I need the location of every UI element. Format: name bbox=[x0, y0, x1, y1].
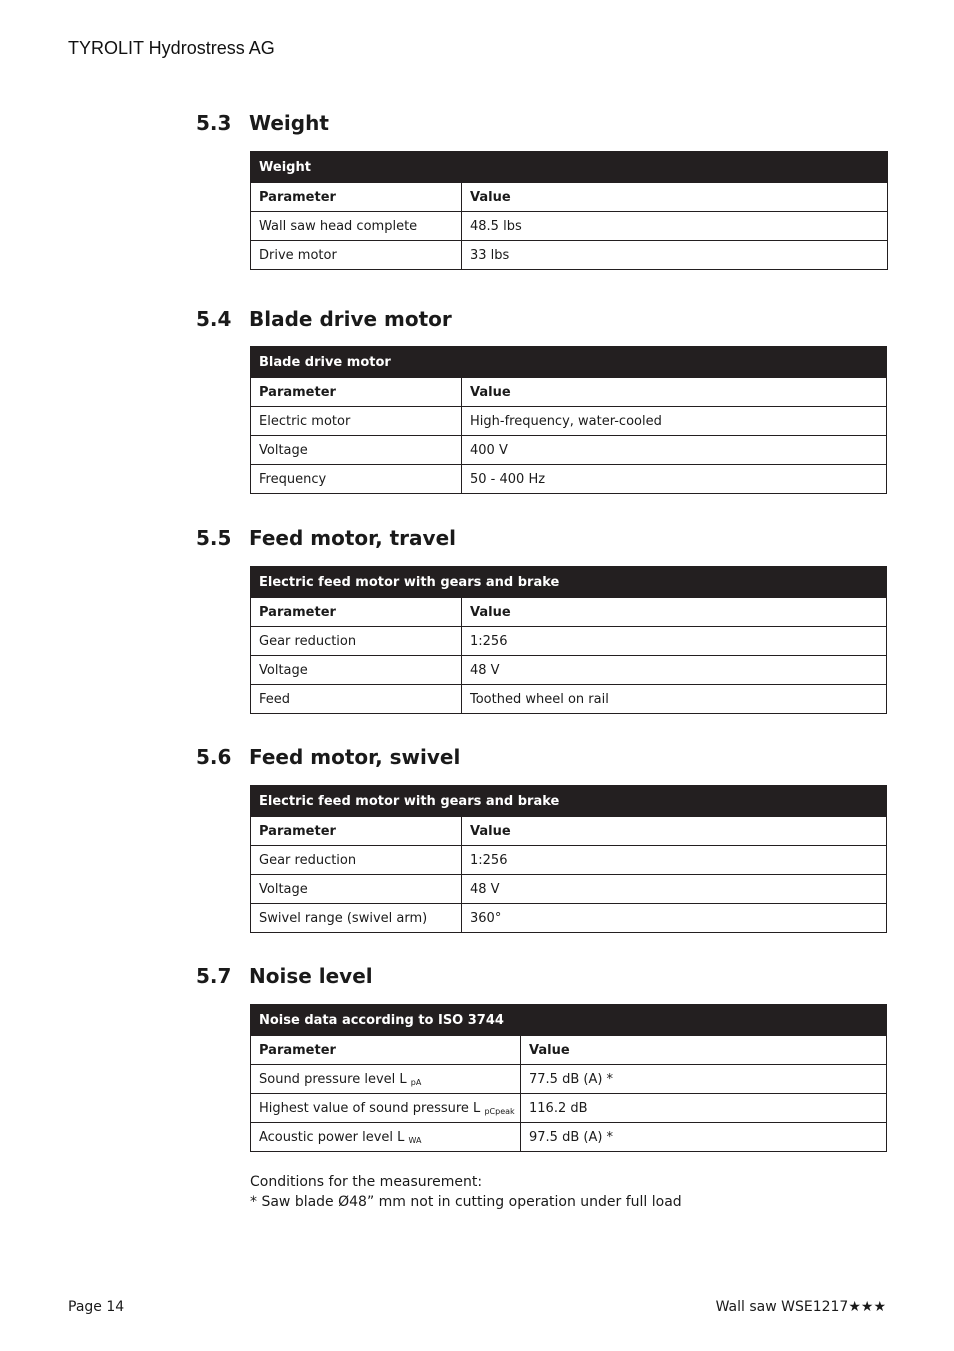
value-cell: 1:256 bbox=[462, 627, 887, 656]
table-caption: Blade drive motor bbox=[251, 347, 887, 378]
value-cell: 116.2 dB bbox=[521, 1094, 887, 1123]
section-number: 5.7 bbox=[196, 964, 232, 988]
param-text: Highest value of sound pressure L bbox=[259, 1100, 481, 1116]
column-header-parameter: Parameter bbox=[251, 378, 462, 407]
param-cell: Gear reduction bbox=[251, 627, 462, 656]
section-blade-drive-motor bbox=[196, 306, 662, 487]
param-subscript: pA bbox=[410, 1077, 422, 1087]
value-cell: Toothed wheel on rail bbox=[462, 685, 887, 714]
notes-heading: Conditions for the measurement: bbox=[250, 1174, 483, 1190]
table-row bbox=[251, 465, 887, 494]
blade-drive-motor-table bbox=[250, 346, 887, 494]
notes-footnote: * Saw blade Ø48” mm not in cutting operation under full load bbox=[250, 1194, 682, 1210]
param-cell: Drive motor bbox=[251, 241, 462, 270]
column-header-value: Value bbox=[521, 1036, 887, 1065]
param-text: Sound pressure level L bbox=[259, 1071, 407, 1087]
section-heading: Blade drive motor bbox=[249, 307, 452, 331]
param-text: Acoustic power level L bbox=[259, 1129, 405, 1145]
section-weight bbox=[196, 110, 522, 263]
param-cell: Frequency bbox=[251, 465, 462, 494]
feed-motor-swivel-table bbox=[250, 785, 887, 933]
table-row bbox=[251, 1123, 887, 1152]
table-row bbox=[251, 1094, 887, 1123]
value-cell: 1:256 bbox=[462, 846, 887, 875]
table-row bbox=[251, 407, 887, 436]
section-title bbox=[196, 744, 460, 770]
column-header-value: Value bbox=[462, 817, 887, 846]
feed-motor-travel-table bbox=[250, 566, 887, 714]
table-caption: Electric feed motor with gears and brake bbox=[251, 567, 887, 598]
section-heading: Feed motor, swivel bbox=[249, 745, 461, 769]
param-subscript: WA bbox=[408, 1135, 422, 1145]
table-row bbox=[251, 436, 887, 465]
section-number: 5.4 bbox=[196, 307, 232, 331]
param-cell: Gear reduction bbox=[251, 846, 462, 875]
table-row bbox=[251, 846, 887, 875]
param-cell bbox=[251, 1123, 521, 1152]
param-cell: Feed bbox=[251, 685, 462, 714]
section-title bbox=[196, 306, 452, 332]
section-heading: Noise level bbox=[249, 964, 373, 988]
page-number: Page 14 bbox=[68, 1299, 125, 1315]
weight-table bbox=[250, 151, 888, 270]
value-cell: 360° bbox=[462, 904, 887, 933]
section-title bbox=[196, 110, 329, 136]
table-row bbox=[251, 241, 888, 270]
table-row bbox=[251, 685, 887, 714]
section-number: 5.6 bbox=[196, 745, 232, 769]
product-model: Wall saw WSE1217★★★ bbox=[715, 1299, 886, 1315]
value-cell: High-frequency, water-cooled bbox=[462, 407, 887, 436]
column-header-parameter: Parameter bbox=[251, 1036, 521, 1065]
table-row bbox=[251, 627, 887, 656]
value-cell: 48.5 lbs bbox=[462, 212, 888, 241]
param-cell bbox=[251, 1065, 521, 1094]
value-cell: 400 V bbox=[462, 436, 887, 465]
table-caption: Electric feed motor with gears and brake bbox=[251, 786, 887, 817]
section-number: 5.5 bbox=[196, 526, 232, 550]
section-feed-motor-swivel bbox=[196, 744, 560, 926]
value-cell: 48 V bbox=[462, 875, 887, 904]
param-cell: Voltage bbox=[251, 436, 462, 465]
column-header-value: Value bbox=[462, 378, 887, 407]
column-header-value: Value bbox=[462, 183, 888, 212]
value-cell: 48 V bbox=[462, 656, 887, 685]
section-feed-motor-travel bbox=[196, 525, 609, 707]
company-name: TYROLIT Hydrostress AG bbox=[68, 38, 275, 58]
value-cell: 50 - 400 Hz bbox=[462, 465, 887, 494]
param-subscript: pCpeak bbox=[484, 1106, 515, 1116]
table-row bbox=[251, 875, 887, 904]
param-cell: Wall saw head complete bbox=[251, 212, 462, 241]
param-cell bbox=[251, 1094, 521, 1123]
table-caption: Noise data according to ISO 3744 bbox=[251, 1005, 887, 1036]
table-row bbox=[251, 656, 887, 685]
value-cell: 77.5 dB (A) * bbox=[521, 1065, 887, 1094]
value-cell: 97.5 dB (A) * bbox=[521, 1123, 887, 1152]
value-cell: 33 lbs bbox=[462, 241, 888, 270]
param-cell: Swivel range (swivel arm) bbox=[251, 904, 462, 933]
column-header-parameter: Parameter bbox=[251, 598, 462, 627]
table-row bbox=[251, 1065, 887, 1094]
section-number: 5.3 bbox=[196, 111, 232, 135]
table-row bbox=[251, 212, 888, 241]
section-noise-level bbox=[196, 963, 614, 1145]
measurement-notes bbox=[250, 1172, 682, 1212]
table-row bbox=[251, 904, 887, 933]
column-header-value: Value bbox=[462, 598, 887, 627]
param-cell: Electric motor bbox=[251, 407, 462, 436]
param-cell: Voltage bbox=[251, 656, 462, 685]
section-heading: Weight bbox=[249, 111, 329, 135]
table-caption: Weight bbox=[251, 152, 888, 183]
column-header-parameter: Parameter bbox=[251, 183, 462, 212]
noise-level-table bbox=[250, 1004, 887, 1152]
section-title bbox=[196, 963, 373, 989]
column-header-parameter: Parameter bbox=[251, 817, 462, 846]
section-heading: Feed motor, travel bbox=[249, 526, 457, 550]
section-title bbox=[196, 525, 456, 551]
param-cell: Voltage bbox=[251, 875, 462, 904]
